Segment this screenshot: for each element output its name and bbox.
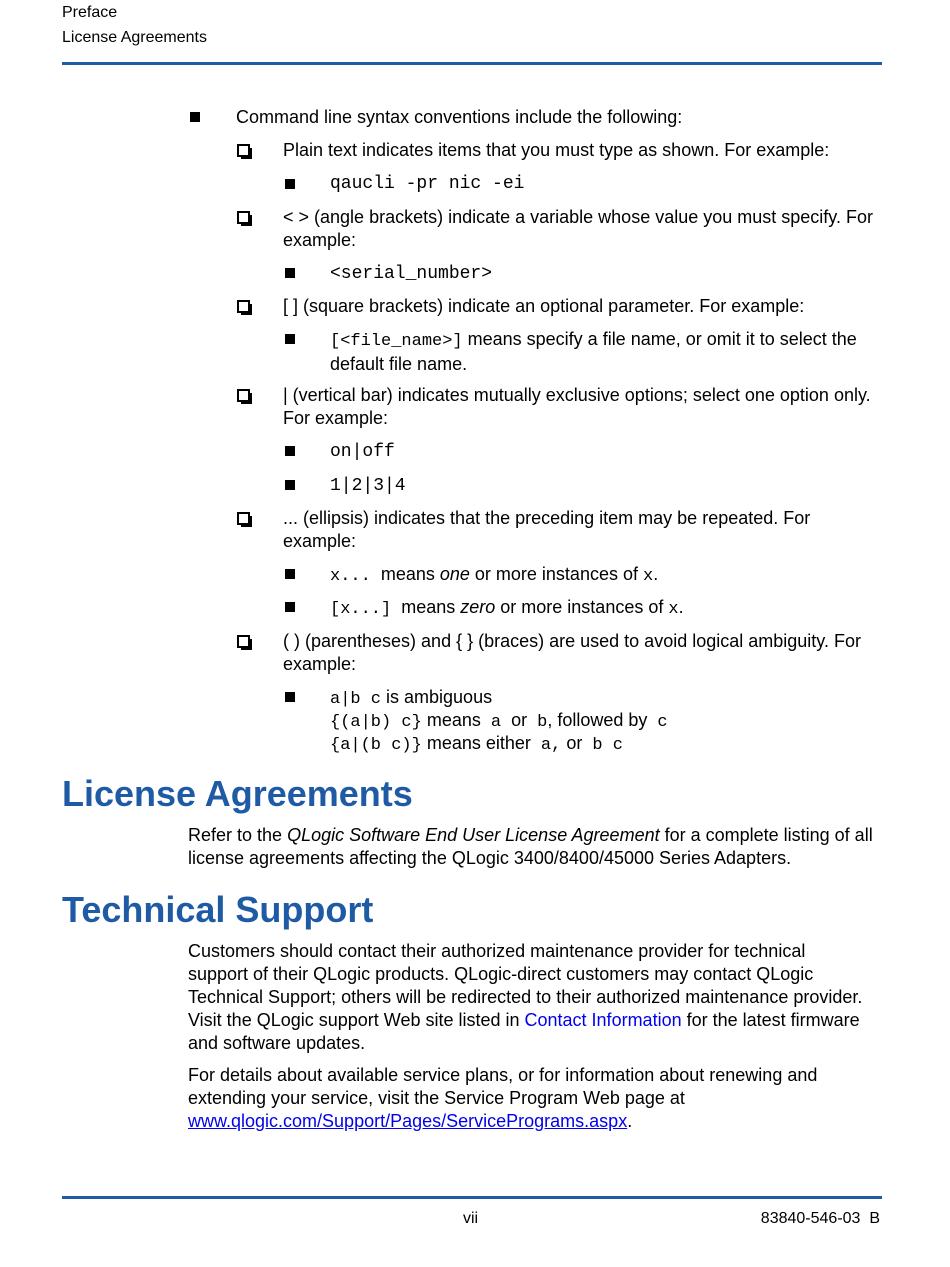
support-paragraph-2 [188, 1064, 878, 1133]
footer-rule [62, 1196, 882, 1199]
bullet-square-icon [285, 268, 295, 278]
convention-paren: ( ) (parentheses) and { } (braces) are used to avoid logical ambiguity. For example: [283, 631, 861, 674]
service-programs-link[interactable]: www.qlogic.com/Support/Pages/ServicePrograms.aspx [188, 1111, 628, 1131]
means-text: means [380, 564, 440, 584]
example-plain: qaucli -pr nic -ei [330, 174, 525, 194]
license-paragraph [188, 824, 888, 870]
example-square-code: [<file_name>] [330, 332, 463, 351]
document-number: 83840-546-03 B [760, 1210, 880, 1227]
convention-ellipsis: ... (ellipsis) indicates that the preceding item may be repeated. For example: [283, 508, 811, 551]
rest-text: or more instances of [469, 564, 643, 584]
support-paragraph-1 [188, 940, 868, 1055]
header-rule [62, 62, 882, 65]
var-x: x [668, 600, 679, 619]
support-p1-post: for the latest firmware and software updates. [188, 1010, 860, 1053]
bullet-hollow-square-icon [237, 211, 250, 224]
bullet-hollow-square-icon [237, 635, 250, 648]
paren-code-3: {a|(b c)} [330, 736, 422, 755]
license-pre: Refer to the [188, 825, 288, 845]
var-b: b [537, 713, 548, 732]
bullet-square-icon [285, 179, 295, 189]
heading-technical-support: Technical Support [62, 889, 374, 930]
example-ellipsis-1: x... means one or more instances of x. [330, 564, 659, 586]
license-post: for a complete listing of all license agreements affecting the QLogic 3400/8400/45000 Series Adapters. [188, 825, 873, 868]
means-text: means [421, 710, 486, 730]
heading-license-agreements: License Agreements [62, 773, 413, 814]
bullet-square-icon [285, 334, 295, 344]
syntax-intro: Command line syntax conventions include the following: [236, 107, 683, 127]
example-ellipsis-1-code: x... [330, 567, 371, 586]
example-paren-2 [330, 709, 668, 734]
means-text: means [401, 597, 461, 617]
license-agreement-title: QLogic Software End User License Agreement [287, 825, 660, 845]
page-number: vii [463, 1210, 479, 1227]
paren-code-1: a|b c [330, 690, 382, 709]
convention-vbar: | (vertical bar) indicates mutually exclusive options; select one option only. For example: [283, 385, 871, 428]
followed-text: , followed by [547, 710, 653, 730]
emphasis-one: one [439, 564, 470, 584]
example-ellipsis-2-code: [x...] [330, 600, 392, 619]
means-text: means either [421, 733, 536, 753]
example-angle: <serial_number> [330, 264, 493, 284]
bullet-hollow-square-icon [237, 144, 250, 157]
paren-text-1: is ambiguous [381, 687, 493, 707]
or-text: or [561, 733, 588, 753]
var-a: a, [540, 736, 562, 755]
bullet-square-icon [285, 480, 295, 490]
example-vbar-2: 1|2|3|4 [330, 476, 406, 496]
example-paren-1 [330, 686, 492, 711]
example-vbar-1: on|off [330, 442, 395, 462]
bullet-hollow-square-icon [237, 389, 250, 402]
convention-angle: < > (angle brackets) indicate a variable whose value you must specify. For example: [283, 207, 873, 250]
running-header-section: License Agreements [62, 29, 207, 46]
bullet-square-icon [285, 446, 295, 456]
or-text: or [506, 710, 533, 730]
bullet-hollow-square-icon [237, 300, 250, 313]
paren-code-2: {(a|b) c} [330, 713, 422, 732]
emphasis-zero: zero [460, 597, 496, 617]
support-p1-pre: Customers should contact their authorized maintenance provider for technical support of their QLogic products. QLogic-direct customers may contact QLogic Technical Support; others will be redirected to their authorized maintenance provider. Visit the QLogic support Web site listed in [188, 941, 863, 1030]
example-square-text: means specify a file name, or omit it to select the default file name. [330, 329, 857, 374]
example-square [330, 328, 880, 376]
example-ellipsis-2: [x...] means zero or more instances of x. [330, 597, 684, 619]
bullet-square-icon [285, 569, 295, 579]
var-bc: b c [592, 736, 623, 755]
var-c: c [657, 713, 668, 732]
bullet-square-icon [190, 112, 200, 122]
bullet-hollow-square-icon [237, 512, 250, 525]
support-p2-post: . [627, 1111, 633, 1131]
running-header-chapter: Preface [62, 4, 118, 21]
convention-square: [ ] (square brackets) indicate an optional parameter. For example: [283, 296, 805, 316]
var-x: x [642, 567, 654, 586]
rest-text: or more instances of [495, 597, 669, 617]
bullet-square-icon [285, 602, 295, 612]
var-a: a [490, 713, 502, 732]
convention-plain: Plain text indicates items that you must type as shown. For example: [283, 140, 830, 160]
bullet-square-icon [285, 692, 295, 702]
support-p2-pre: For details about available service plans, or for information about renewing and extending your service, visit the Service Program Web page at [188, 1065, 818, 1108]
example-paren-3 [330, 732, 623, 757]
contact-information-link[interactable]: Contact Information [524, 1010, 682, 1030]
